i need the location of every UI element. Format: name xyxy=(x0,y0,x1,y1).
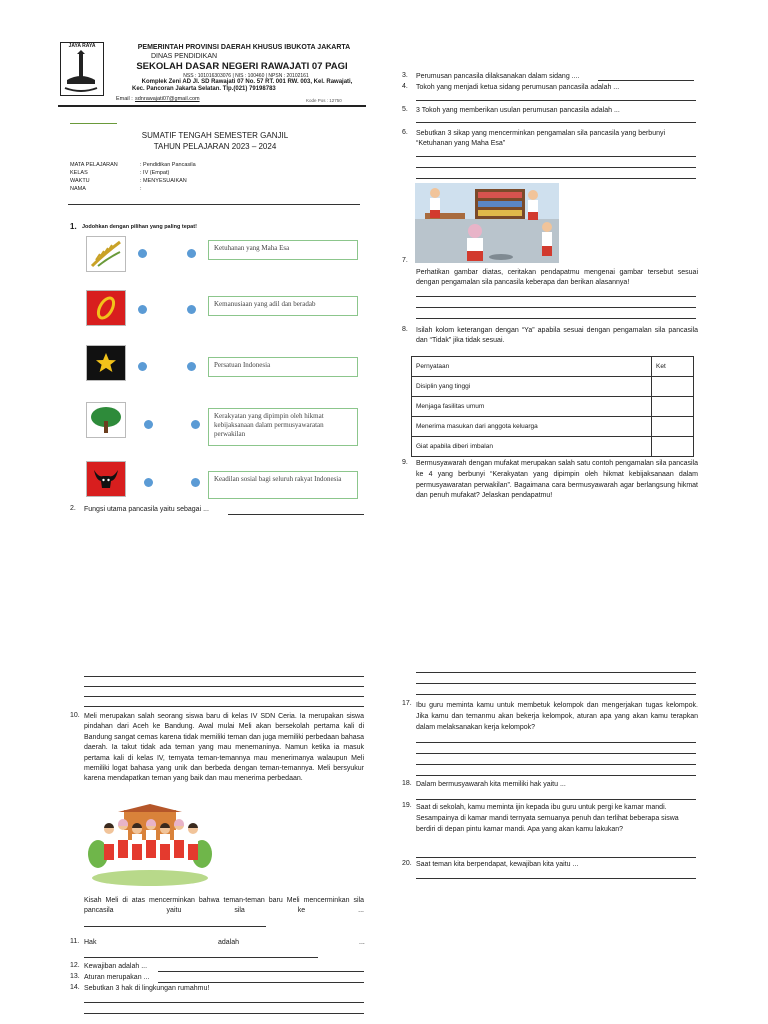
q3-text: Perumusan pancasila dilaksanakan dalam sidang .... xyxy=(416,73,580,80)
children-group-image xyxy=(88,804,212,886)
q14-answer-line[interactable] xyxy=(84,1013,364,1014)
q17-answer-line[interactable] xyxy=(416,775,696,776)
table-header-ket: Ket xyxy=(652,357,694,377)
rantai-symbol xyxy=(86,290,126,326)
table-cell-ket[interactable] xyxy=(652,397,694,417)
table-row xyxy=(412,417,694,437)
q6-text: Sebutkan 3 sikap yang mencerminkan pengamalan sila pancasila yang berbunyi “Ketuhanan yang Maha Esa” xyxy=(416,130,666,147)
q10-number: 10. xyxy=(70,712,80,719)
rice-cotton-icon xyxy=(90,240,122,268)
q6-answer-line[interactable] xyxy=(416,156,696,157)
q18-number: 18. xyxy=(402,780,412,787)
q10-answer-line[interactable] xyxy=(84,926,266,927)
monas-icon xyxy=(61,50,101,94)
info-label-class: KELAS xyxy=(70,170,88,176)
table-cell-statement: Disiplin yang tinggi xyxy=(412,377,652,397)
q8-table xyxy=(411,356,694,457)
q5-answer-line[interactable] xyxy=(416,122,696,123)
q9-text: Bermusyawarah dengan mufakat merupakan salah satu contoh pengamalan sila pancasila ke 4 yang berbunyi “Kerakyatan yang dipimpin oleh hikmat kebijaksanaan dalam permusyawaratan perwakilan”. Bagaimana cara bermusyawarah agar berlangsung hikmat dan penuh mufakat? Jelaskan pendapatmu! xyxy=(416,460,698,500)
decorative-line xyxy=(70,123,117,124)
info-label-name: NAMA xyxy=(70,186,86,192)
q14-answer-line[interactable] xyxy=(84,1002,364,1003)
q17-answer-line[interactable] xyxy=(416,753,696,754)
table-cell-ket[interactable] xyxy=(652,417,694,437)
bintang-symbol xyxy=(86,345,126,381)
chain-icon xyxy=(91,293,121,323)
beringin-symbol xyxy=(86,402,126,438)
q10-text: Meli merupakan salah seorang siswa baru di kelas IV SDN Ceria. Ia merupakan siswa pindahan dari Aceh ke Bandung. Awal mulai Meli akan bersekolah pertama kali di Bandung sangat cemas karena tidak memiliki teman dan juga memiliki perbedaan bahasa daerah. Ia takut tidak ada teman yang mau menemaninya. Namun ketika ia masuk pertama kali di kelas IV, ternyata teman-temannya mau menerimanya walaupun Meli memiliki logat bahasa yang unik dan berbeda dengan teman-temannya. Meli bersyukur karena mendapatkan teman yang baik dan mau menerima perbedaan. xyxy=(84,713,364,783)
q7-number: 7. xyxy=(402,257,408,264)
table-row xyxy=(412,377,694,397)
children-illustration xyxy=(88,804,212,886)
q2-number: 2. xyxy=(70,505,76,512)
q20-text: Saat teman kita berpendapat, kewajiban kita yaitu ... xyxy=(416,861,579,868)
q3-answer-line[interactable] xyxy=(598,80,694,81)
q14-number: 14. xyxy=(70,984,80,991)
info-label-subject: MATA PELAJARAN xyxy=(70,162,118,168)
q18-text: Dalam bermusyawarah kita memiliki hak yaitu ... xyxy=(416,781,566,788)
q18-answer-line[interactable] xyxy=(416,799,696,800)
q2-answer-line[interactable] xyxy=(228,514,364,515)
q11-answer-line[interactable] xyxy=(84,957,318,958)
q10-follow-up: Kisah Meli di atas mencerminkan bahwa teman-teman baru Meli mencerminkan sila pancasila yaitu sila ke ... xyxy=(84,897,364,915)
q11-hak: Hak xyxy=(84,939,97,946)
q11-dots: ... xyxy=(359,939,365,946)
kop-line2: DINAS PENDIDIKAN xyxy=(150,53,218,60)
q1-number: 1. xyxy=(70,222,77,231)
school-address-1: Komplek Zeni AD Jl. SD Rawajati 07 No. 57 RT. 001 RW. 003, Kel. Rawajati, xyxy=(141,79,353,85)
kop-line1: PEMERINTAH PROVINSI DAERAH KHUSUS IBUKOTA JAKARTA xyxy=(137,44,351,51)
banyan-tree-icon xyxy=(89,405,123,435)
match-dot-left-2[interactable] xyxy=(138,305,147,314)
q5-number: 5. xyxy=(402,106,408,113)
q7-answer-line[interactable] xyxy=(416,318,696,319)
q4-text: Tokoh yang menjadi ketua sidang perumusan pancasila adalah ... xyxy=(416,84,620,91)
table-cell-statement: Giat apabila diberi imbalan xyxy=(412,437,652,457)
match-dot-left-1[interactable] xyxy=(138,249,147,258)
classroom-image xyxy=(415,183,559,263)
q12-text: Kewajiban adalah ... xyxy=(84,963,148,970)
info-divider xyxy=(68,204,360,205)
q8-number: 8. xyxy=(402,326,408,333)
match-dot-right-5[interactable] xyxy=(191,478,200,487)
padi-kapas-symbol xyxy=(86,236,126,272)
q17-answer-line[interactable] xyxy=(416,764,696,765)
q20-number: 20. xyxy=(402,860,412,867)
q6-answer-line[interactable] xyxy=(416,167,696,168)
q7-text: Perhatikan gambar diatas, ceritakan pendapatmu mengenai gambar tersebut sesuai dengan pengamalan sila pancasila keberapa dan berikan alasannya! xyxy=(416,269,698,286)
table-row xyxy=(412,437,694,457)
banteng-symbol xyxy=(86,461,126,497)
match-dot-right-3[interactable] xyxy=(187,362,196,371)
info-value-class: : IV (Empat) xyxy=(140,170,170,176)
q17-text: Ibu guru meminta kamu untuk membetuk kelompok dan mengerjakan tugas kelompok. Jika kamu dan temanmu akan bekerja kelompok, aturan apa yang akan kamu terapkan dalam melaksanakan kerja kelompok? xyxy=(416,702,698,731)
q17-number: 17. xyxy=(402,700,412,707)
exam-title: SUMATIF TENGAH SEMESTER GANJIL xyxy=(141,131,289,140)
q19-answer-line[interactable] xyxy=(416,857,696,858)
table-cell-ket[interactable] xyxy=(652,377,694,397)
q12-answer-line[interactable] xyxy=(158,971,364,972)
table-header-statement: Pernyataan xyxy=(412,357,652,377)
match-dot-left-3[interactable] xyxy=(138,362,147,371)
q9-number: 9. xyxy=(402,459,408,466)
match-option-3: Persatuan Indonesia xyxy=(208,357,358,377)
q11-number: 11. xyxy=(70,938,80,945)
info-label-time: WAKTU xyxy=(70,178,90,184)
answer-line[interactable] xyxy=(84,686,364,687)
email-label: Email : xyxy=(116,96,133,102)
q4-number: 4. xyxy=(402,83,408,90)
kode-pos: Kode Pos : 12750 xyxy=(306,98,342,103)
table-row xyxy=(412,397,694,417)
match-option-5: Keadilan sosial bagi seluruh rakyat Indonesia xyxy=(208,471,358,499)
match-dot-right-1[interactable] xyxy=(187,249,196,258)
school-ids: NSS : 101016303076 | NIS : 100460 | NPSN : 20102161 xyxy=(183,73,309,79)
answer-line[interactable] xyxy=(84,676,364,677)
match-dot-left-5[interactable] xyxy=(144,478,153,487)
answer-line[interactable] xyxy=(84,706,364,707)
q17-answer-line[interactable] xyxy=(416,742,696,743)
match-dot-right-2[interactable] xyxy=(187,305,196,314)
classroom-illustration xyxy=(415,183,559,263)
match-dot-left-4[interactable] xyxy=(144,420,153,429)
q2-text: Fungsi utama pancasila yaitu sebagai ... xyxy=(84,506,209,513)
school-logo xyxy=(60,42,104,96)
match-option-2: Kemanusiaan yang adil dan beradab xyxy=(208,296,358,316)
exam-year: TAHUN PELAJARAN 2023 – 2024 xyxy=(153,142,277,151)
answer-line[interactable] xyxy=(416,672,696,673)
logo-text: JAYA RAYA xyxy=(68,43,96,49)
answer-line[interactable] xyxy=(84,696,364,697)
q7-answer-line[interactable] xyxy=(416,307,696,308)
school-address-2: Kec. Pancoran Jakarta Selatan. Tlp.(021) 79198783 xyxy=(132,86,276,92)
star-icon xyxy=(94,351,118,375)
q6-answer-line[interactable] xyxy=(416,178,696,179)
answer-line[interactable] xyxy=(416,694,696,695)
q13-text: Aturan merupakan ... xyxy=(84,974,150,981)
info-value-time: : MENYESUAIKAN xyxy=(140,178,187,184)
q14-text: Sebutkan 3 hak di lingkungan rumahmu! xyxy=(84,985,210,992)
q6-number: 6. xyxy=(402,129,408,136)
q5-text: 3 Tokoh yang memberikan usulan perumusan pancasila adalah ... xyxy=(416,107,620,114)
school-name: SEKOLAH DASAR NEGERI RAWAJATI 07 PAGI xyxy=(136,61,348,72)
email: sdnrawajati07@gmail.com xyxy=(135,96,200,102)
match-dot-right-4[interactable] xyxy=(191,420,200,429)
q11-adalah: adalah xyxy=(218,939,240,946)
answer-line[interactable] xyxy=(416,683,696,684)
q19-text: Saat di sekolah, kamu meminta ijin kepada ibu guru untuk pergi ke kamar mandi. Sesampainya di kamar mandi ternyata semuanya penuh dan terlihat beberapa siswa berdiri di depan pintu kamar mandi. Apa yang akan kamu lakukan? xyxy=(416,804,679,833)
q12-number: 12. xyxy=(70,962,80,969)
q19-number: 19. xyxy=(402,802,412,809)
q8-text: Isilah kolom keterangan dengan “Ya” apabila sesuai dengan pengamalan sila pancasila dan “Tidak” jika tidak sesuai. xyxy=(416,327,698,344)
kop-divider xyxy=(58,105,366,107)
q4-answer-line[interactable] xyxy=(416,100,696,101)
q20-answer-line[interactable] xyxy=(416,878,696,879)
q13-answer-line[interactable] xyxy=(158,982,364,983)
table-cell-statement: Menjaga fasilitas umum xyxy=(412,397,652,417)
match-option-4: Kerakyatan yang dipimpin oleh hikmat kebijaksanaan dalam permusyawaratan perwakilan xyxy=(208,408,358,446)
info-value-name: : xyxy=(140,186,142,192)
table-header-row xyxy=(412,357,694,377)
q13-number: 13. xyxy=(70,973,80,980)
info-value-subject: : Pendidikan Pancasila xyxy=(140,162,196,168)
q7-answer-line[interactable] xyxy=(416,296,696,297)
table-cell-ket[interactable] xyxy=(652,437,694,457)
match-option-1: Ketuhanan yang Maha Esa xyxy=(208,240,358,260)
q1-instruction: Jodohkan dengan pilihan yang paling tepat! xyxy=(82,224,197,230)
table-cell-statement: Menerima masukan dari anggota keluarga xyxy=(412,417,652,437)
q3-number: 3. xyxy=(402,72,408,79)
bull-head-icon xyxy=(91,466,121,492)
